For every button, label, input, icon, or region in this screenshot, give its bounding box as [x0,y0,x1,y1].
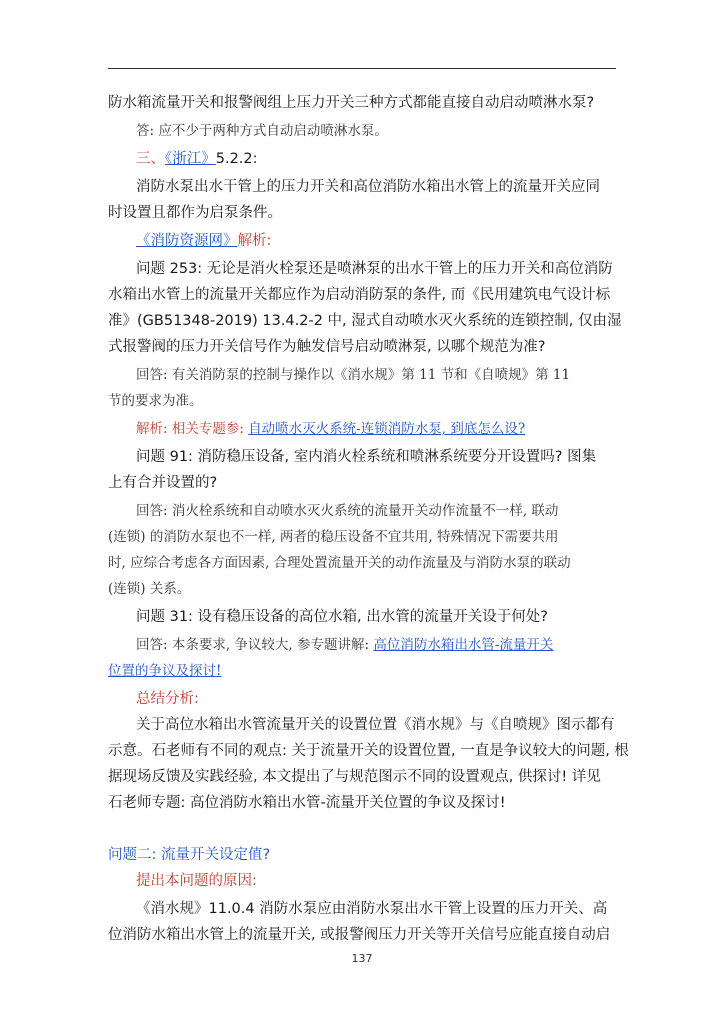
reason-heading: 提出本问题的原因: [136,873,257,889]
source-link[interactable]: 《消防资源网》 [136,233,238,249]
text-line: 防水箱流量开关和报警阀组上压力开关三种方式都能直接自动启动喷淋水泵? [108,95,595,111]
question-line: 准》(GB51348-2019) 13.4.2-2 中, 湿式自动喷水灭火系统的连锁控制, 仅由湿 [108,313,622,329]
question-line: 上有合并设置的? [108,475,218,491]
zhejiang-link[interactable]: 《浙江》 [165,151,216,167]
text-line: 位消防水箱出水管上的流量开关, 或报警阀压力开关等开关信号应能直接自动启 [108,927,611,943]
related-topic-line: 解析: 相关专题参: 自动喷水灭火系统-连锁消防水泵, 到底怎么设? [136,421,526,437]
related-topic-link[interactable]: 自动喷水灭火系统-连锁消防水泵, 到底怎么设? [248,421,526,437]
analysis-heading: 《消防资源网》解析: [136,233,272,249]
question-line: 问题 253: 无论是消火栓泵还是喷淋泵的出水干管上的压力开关和高位消防 [136,261,613,277]
question-two-heading: 问题二: 流量开关设定值? [108,847,271,863]
section-heading: 三、《浙江》5.2.2: [136,151,258,167]
section-number: 三、 [136,151,165,167]
text-line: 时设置且都作为启泵条件。 [108,205,282,221]
answer-line: 回答: 有关消防泵的控制与操作以《消水规》第 11 节和《自喷规》第 11 [136,367,571,383]
answer-line: (连锁) 的消防水泵也不一样, 两者的稳压设备不宜共用, 特殊情况下需要共用 [108,529,559,545]
summary-heading: 总结分析: [136,691,199,707]
summary-line: 石老师专题: 高位消防水箱出水管-流量开关位置的争议及探讨! [108,795,506,811]
answer-line [108,661,618,681]
question-line: 式报警阀的压力开关信号作为触发信号启动喷淋泵, 以哪个规范为准? [108,339,546,355]
answer-line: 回答: 消火栓系统和自动喷水灭火系统的流量开关动作流量不一样, 联动 [136,503,559,519]
header-rule [108,68,616,69]
question-line: 水箱出水管上的流量开关都应作为启动消防泵的条件, 而《民用建筑电气设计标 [108,287,611,303]
answer-line: 节的要求为准。 [108,393,203,409]
summary-line: 示意。石老师有不同的观点: 关于流量开关的设置位置, 一直是争议较大的问题, 根 [108,743,629,759]
answer-line: 回答: 本条要求, 争议较大, 参专题讲解: 高位消防水箱出水管-流量开关 [136,637,554,653]
summary-line: 关于高位水箱出水管流量开关的设置位置《消水规》与《自喷规》图示都有 [136,717,615,733]
topic-link-continued[interactable]: 位置的争议及探讨! [108,663,222,679]
text-line: 消防水泵出水干管上的压力开关和高位消防水箱出水管上的流量开关应同 [136,179,600,195]
answer-line: (连锁) 关系。 [108,581,191,597]
question-line: 问题 91: 消防稳压设备, 室内消火栓系统和喷淋系统要分开设置吗? 图集 [136,449,597,465]
text-line: 《消水规》11.0.4 消防水泵应由消防水泵出水干管上设置的压力开关、高 [136,901,608,917]
answer-line: 答: 应不少于两种方式自动启动喷淋水泵。 [136,123,388,139]
page-number: 137 [351,952,373,965]
summary-line: 据现场反馈及实践经验, 本文提出了与规范图示不同的设置观点, 供探讨! 详见 [108,769,601,785]
question-line: 问题 31: 设有稳压设备的高位水箱, 出水管的流量开关设于何处? [136,609,548,625]
topic-link[interactable]: 高位消防水箱出水管-流量开关 [373,637,554,653]
answer-line: 时, 应综合考虑各方面因素, 合理处置流量开关的动作流量及与消防水泵的联动 [108,555,571,571]
